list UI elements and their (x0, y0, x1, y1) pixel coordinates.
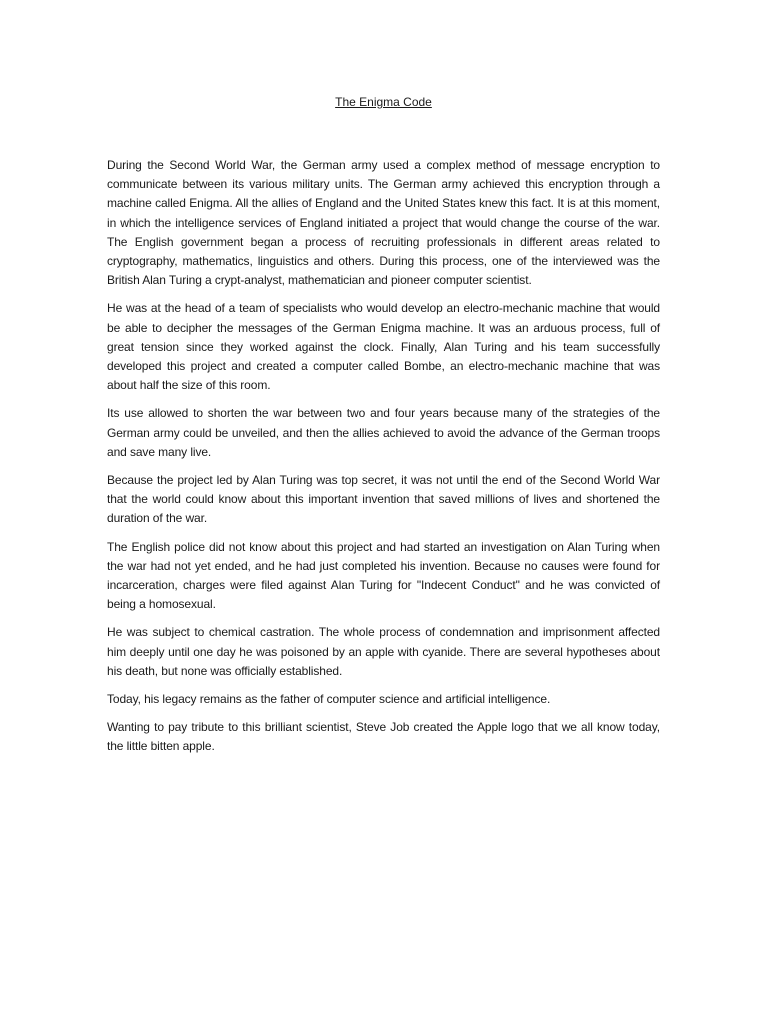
paragraph: Today, his legacy remains as the father of computer science and artificial intelligence. (107, 692, 551, 707)
paragraph: He was at the head of a team of specialists who would develop an electro-mechanic machine that would be able to decipher the messages of the German Enigma machine. It was an arduous process, full of great tension since they worked against the clock. Finally, Alan Turing and his team successfully developed this project and created a computer called Bombe, an electro-mechanic machine that was about half the size of this room. (107, 301, 660, 393)
paragraph: During the Second World War, the German army used a complex method of message encryption to communicate between its various military units. The German army achieved this encryption through a machine called Enigma. All the allies of England and the United States knew this fact. It is at this moment, in which the intelligence services of England initiated a project that would change the course of the war. The English government began a process of recruiting professionals in different areas related to cryptography, mathematics, linguistics and others. During this process, one of the interviewed was the British Alan Turing a crypt-analyst, mathematician and pioneer computer scientist. (107, 158, 660, 288)
paragraph: Because the project led by Alan Turing was top secret, it was not until the end of the Second World War that the world could know about this important invention that saved millions of lives and shortened the duration of the war. (107, 473, 660, 526)
document-title: The Enigma Code (335, 95, 432, 109)
paragraph: The English police did not know about this project and had started an investigation on Alan Turing when the war had not yet ended, and he had just completed his invention. Because no causes were found for incarceration, charges were filed against Alan Turing for "Indecent Conduct" and he was convicted of being a homosexual. (107, 539, 660, 612)
paragraph: He was subject to chemical castration. The whole process of condemnation and imprisonment affected him deeply until one day he was poisoned by an apple with cyanide. There are several hypotheses about his death, but none was officially established. (107, 625, 660, 678)
paragraph: Wanting to pay tribute to this brilliant scientist, Steve Job created the Apple logo that we all know today, the little bitten apple. (107, 720, 660, 754)
paragraph: Its use allowed to shorten the war between two and four years because many of the strategies of the German army could be unveiled, and then the allies achieved to avoid the advance of the German troops and save many live. (107, 406, 660, 459)
document-body (107, 92, 660, 766)
